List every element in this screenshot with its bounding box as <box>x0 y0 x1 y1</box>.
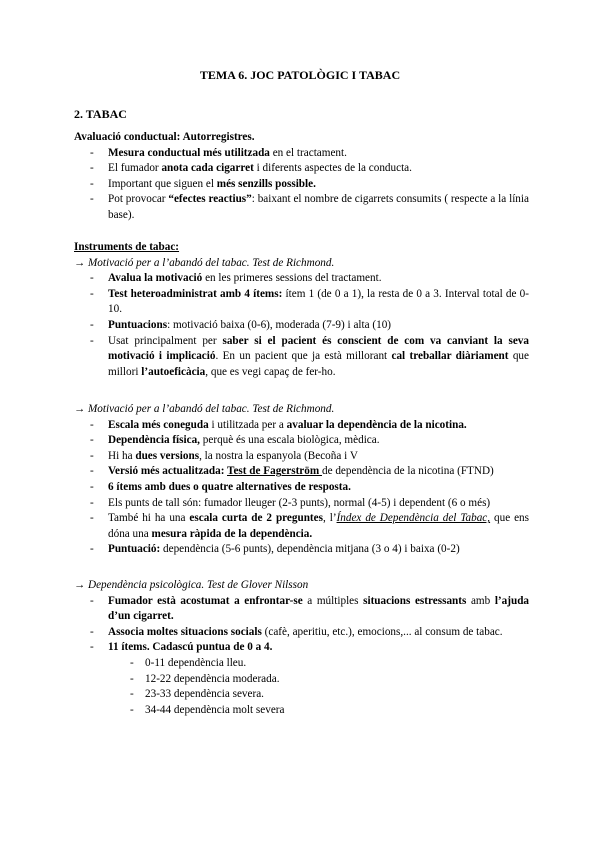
list-item: - Fumador està acostumat a enfrontar-se a múltiples situacions estressants amb l’ajuda d’un cigarret. <box>74 594 529 625</box>
richmond-list <box>74 271 529 380</box>
instruments-heading: Instruments de tabac: <box>74 241 180 253</box>
list-item: - Avalua la motivació en les primeres sessions del tractament. <box>74 271 529 287</box>
list-item: - 0-11 dependència lleu. <box>74 656 529 672</box>
glover-block <box>74 578 529 718</box>
list-item: - Hi ha dues versions, la nostra la espanyola (Becoña i V <box>74 449 529 465</box>
avaluacio-heading: Avaluació conductual: Autorregistres. <box>74 131 255 143</box>
list-item: - Puntuacions: motivació baixa (0-6), moderada (7-9) i alta (10) <box>74 318 529 334</box>
list-item: - Els punts de tall són: fumador lleuger (2-3 punts), normal (4-5) i dependent (6 o més) <box>74 496 529 512</box>
list-item: - Important que siguen el més senzills possible. <box>74 177 529 193</box>
list-item: - Test heteroadministrat amb 4 ítems: ítem 1 (de 0 a 1), la resta de 0 a 3. Interval total de 0-10. <box>74 287 529 318</box>
list-item: - Pot provocar “efectes reactius”: baixant el nombre de cigarrets consumits ( respecte a la línia base). <box>74 192 529 223</box>
list-item: - Mesura conductual més utilitzada en el tractament. <box>74 146 529 162</box>
list-item: - El fumador anota cada cigarret i diferents aspectes de la conducta. <box>74 161 529 177</box>
arrow-icon: → <box>74 256 88 269</box>
fagerstrom-list <box>74 418 529 558</box>
glover-list <box>74 594 529 719</box>
list-item: - Dependència física, perquè és una escala biològica, mèdica. <box>74 433 529 449</box>
glover-levels <box>74 656 529 718</box>
glover-heading: → Dependència psicològica. Test de Glover Nilsson <box>74 579 309 591</box>
list-item: - 23-33 dependència severa. <box>74 687 529 703</box>
list-item: - 11 ítems. Cadascú puntua de 0 a 4. - 0-11 dependència lleu. - 12-22 dependència moderada. - 23-33 dependència severa. - 34-44 dependència molt severa <box>74 640 529 718</box>
avaluacio-block <box>74 130 529 224</box>
list-item: - Usat principalment per saber si el pacient és conscient de com va canviant la seva motivació i implicació. En un pacient que ja està millorant cal treballar diàriament que millori l’autoeficàcia, que es vegi capaç de fer-ho. <box>74 334 529 381</box>
list-item: - Versió més actualitzada: Test de Fagerström de dependència de la nicotina (FTND) <box>74 464 529 480</box>
avaluacio-list <box>74 146 529 224</box>
list-item: - També hi ha una escala curta de 2 preguntes, l’Índex de Dependència del Tabac, que ens dóna una mesura ràpida de la dependència. <box>74 511 529 542</box>
fagerstrom-block <box>74 402 529 558</box>
arrow-icon: → <box>74 403 88 415</box>
list-item: - 34-44 dependència molt severa <box>74 703 529 719</box>
richmond-heading: → Motivació per a l’abandó del tabac. Test de Richmond. <box>74 256 335 269</box>
instruments-block <box>74 240 529 380</box>
list-item: - 6 ítems amb dues o quatre alternatives de resposta. <box>74 480 529 496</box>
arrow-icon: → <box>74 579 88 591</box>
list-item: - 12-22 dependència moderada. <box>74 672 529 688</box>
list-item: - Escala més coneguda i utilitzada per a avaluar la dependència de la nicotina. <box>74 418 529 434</box>
section-heading: 2. TABAC <box>74 107 127 121</box>
fagerstrom-heading: → Motivació per a l’abandó del tabac. Test de Richmond. <box>74 403 335 415</box>
page-title: TEMA 6. JOC PATOLÒGIC I TABAC <box>199 68 401 82</box>
list-item: - Puntuació: dependència (5-6 punts), dependència mitjana (3 o 4) i baixa (0-2) <box>74 542 529 558</box>
list-item: - Associa moltes situacions socials (cafè, aperitiu, etc.), emocions,... al consum de tabac. <box>74 625 529 641</box>
